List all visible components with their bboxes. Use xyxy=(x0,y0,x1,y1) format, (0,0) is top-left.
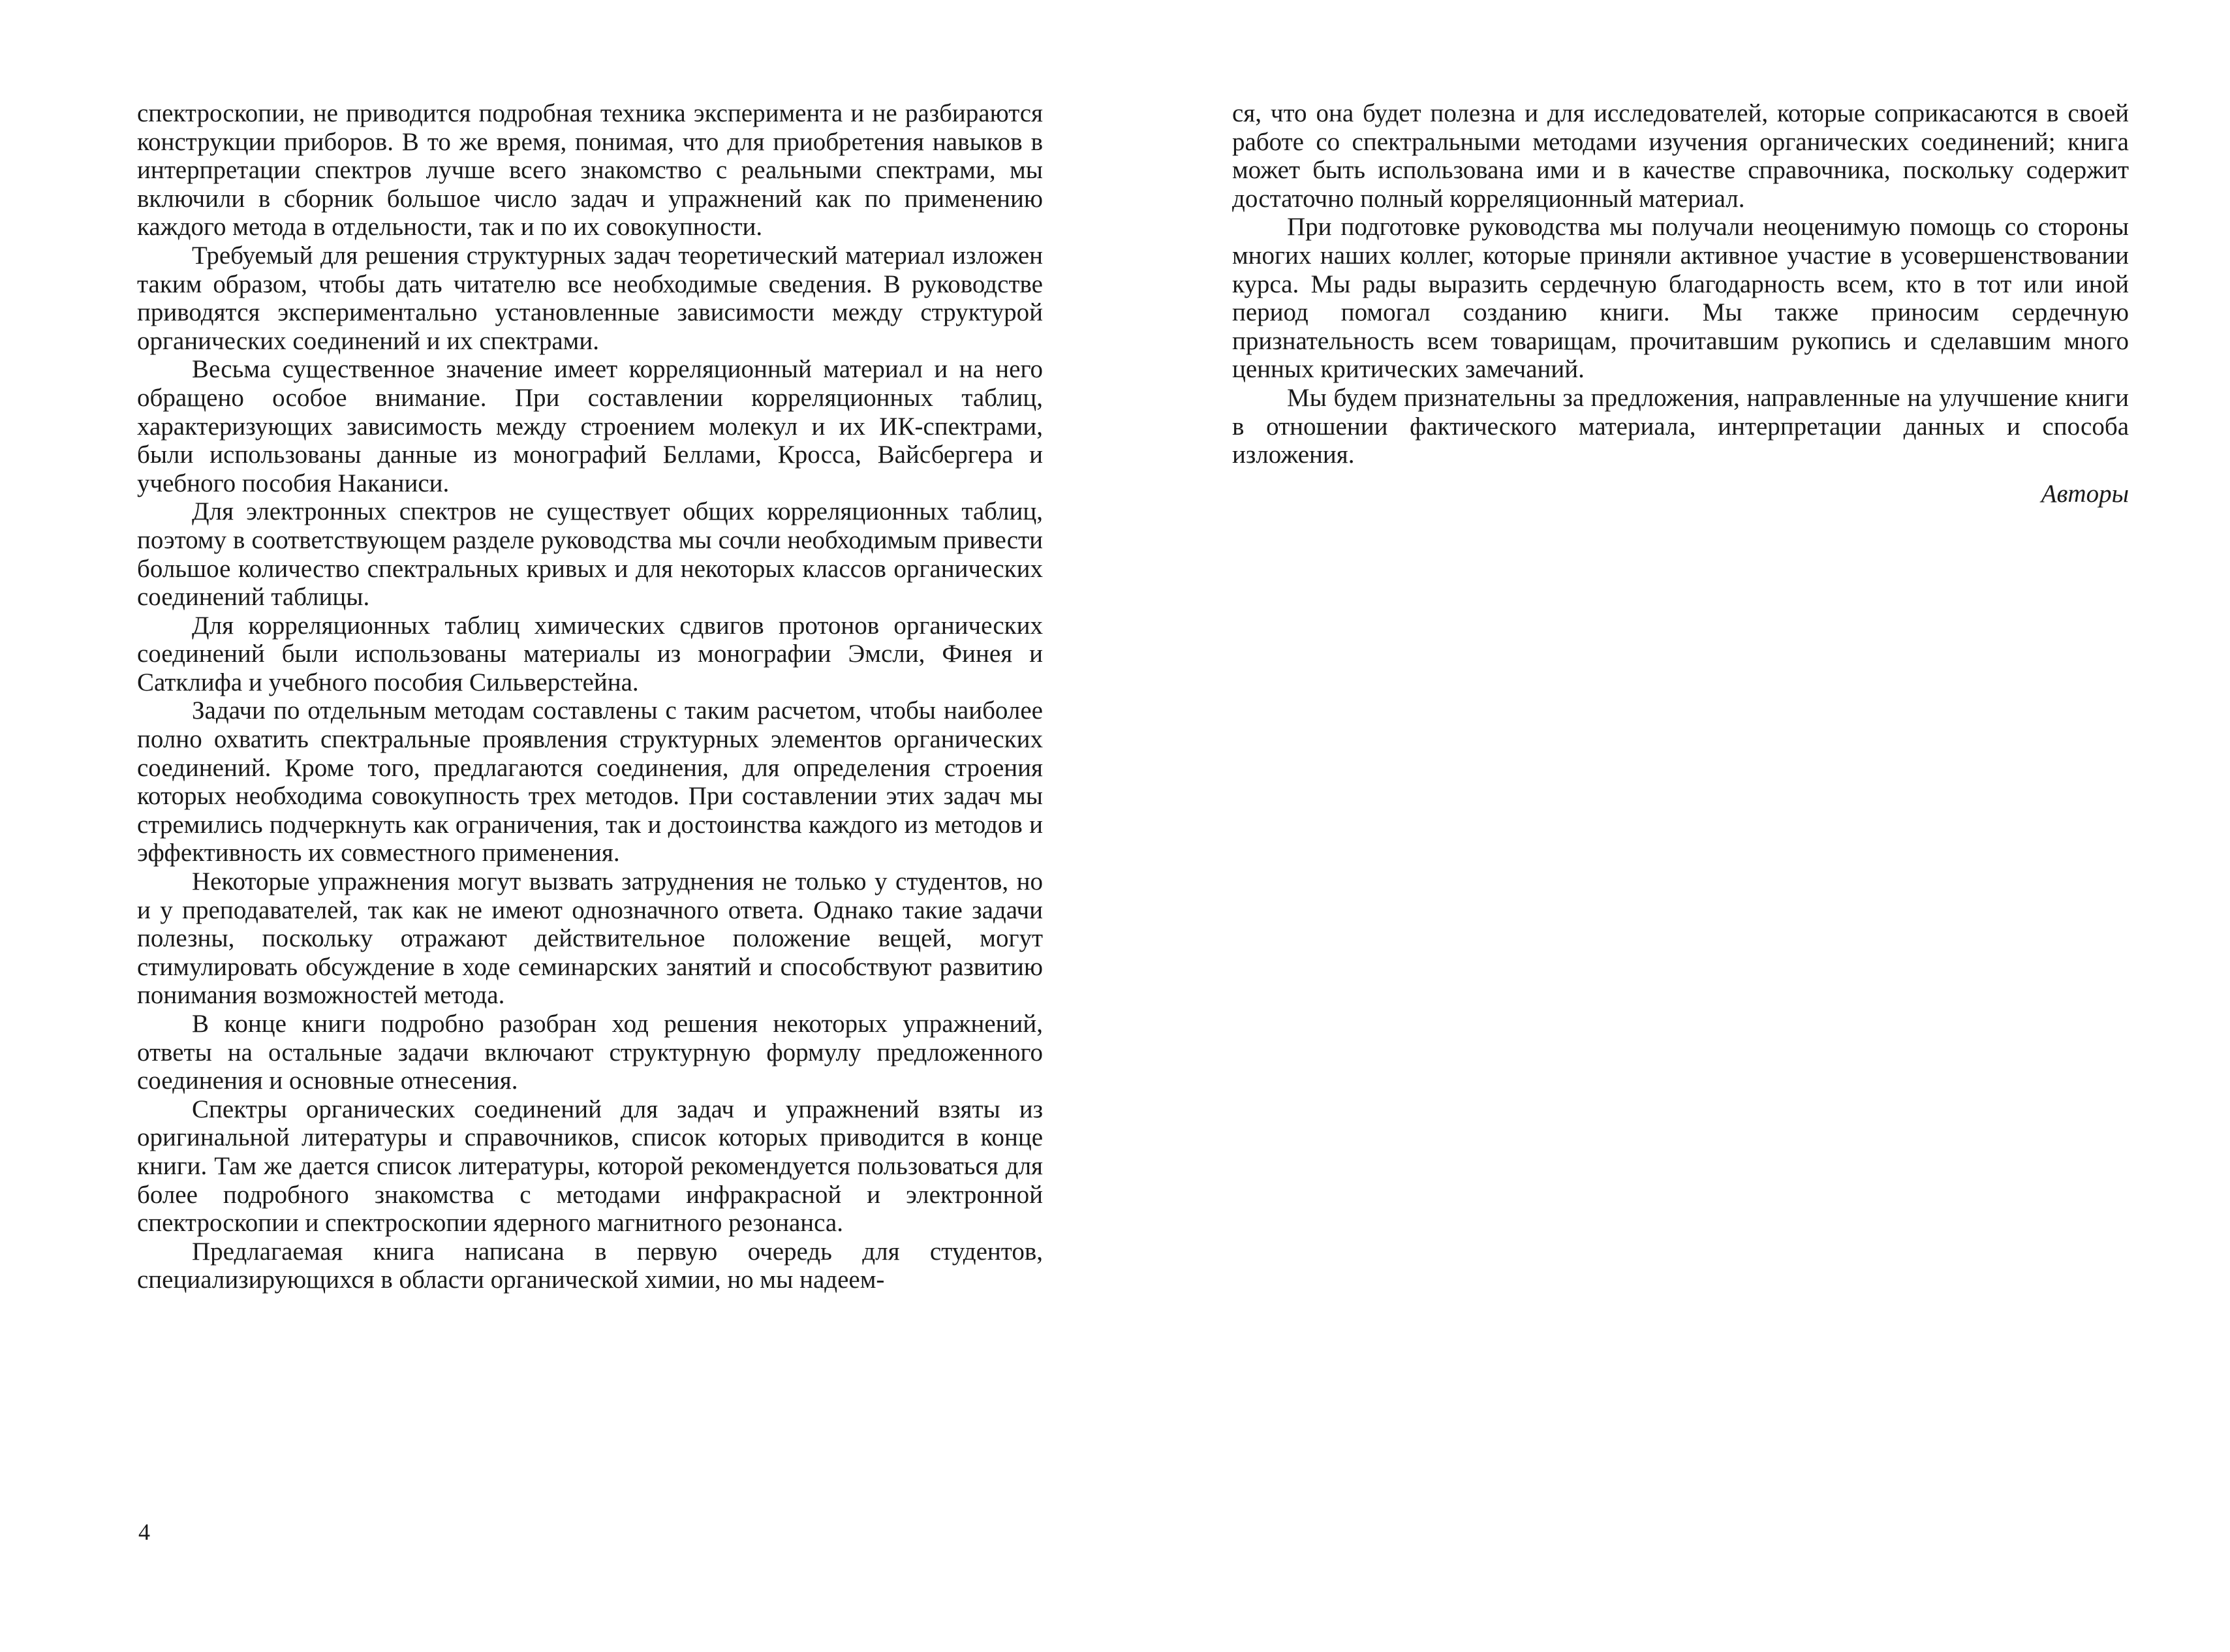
right-page xyxy=(1115,0,2230,1652)
left-page-text xyxy=(137,99,1043,1294)
paragraph: Для электронных спектров не существует общих корреляционных таблиц, поэтому в соответствующем разделе руководства мы сочли необходимым привести большое количество спектральных кривых и для некоторых классов органических соединений таблицы. xyxy=(137,497,1043,612)
authors-signature: Авторы xyxy=(2041,479,2129,508)
paragraph: Мы будем признательны за предложения, направленные на улучшение книги в отношении фактического материала, интерпретации данных и способа изложения. xyxy=(1232,383,2129,469)
paragraph: Некоторые упражнения могут вызвать затруднения не только у студентов, но и у преподавателей, так как не имеют однозначного ответа. Однако такие задачи полезны, поскольку отражают действительное положение вещей, могут стимулировать обсуждение в ходе семинарских занятий и способствуют развитию понимания возможностей метода. xyxy=(137,867,1043,1010)
right-page-text xyxy=(1232,99,2129,508)
paragraph: Предлагаемая книга написана в первую очередь для студентов, специализирующихся в области органической химии, но мы надеем- xyxy=(137,1237,1043,1294)
paragraph: ся, что она будет полезна и для исследователей, которые соприкасаются в своей работе со спектральными методами изучения органических соединений; книга может быть использована ими и в качестве справочника, поскольку содержит достаточно полный корреляционный материал. xyxy=(1232,99,2129,213)
paragraph: Спектры органических соединений для задач и упражнений взяты из оригинальной литературы и справочников, список которых приводится в конце книги. Там же дается список литературы, которой рекомендуется пользоваться для более подробного знакомства с методами инфракрасной и электронной спектроскопии и спектроскопии ядерного магнитного резонанса. xyxy=(137,1095,1043,1238)
paragraph: Весьма существенное значение имеет корреляционный материал и на него обращено особое внимание. При составлении корреляционных таблиц, характеризующих зависимость между строением молекул и их ИК-спектрами, были использованы данные из монографий Беллами, Кросса, Вайсбергера и учебного пособия Наканиси. xyxy=(137,355,1043,497)
page-number: 4 xyxy=(138,1519,150,1545)
paragraph: Требуемый для решения структурных задач теоретический материал изложен таким образом, чтобы дать читателю все необходимые сведения. В руководстве приводятся экспериментально установленные зависимости между структурой органических соединений и их спектрами. xyxy=(137,241,1043,355)
paragraph: В конце книги подробно разобран ход решения некоторых упражнений, ответы на остальные задачи включают структурную формулу предложенного соединения и основные отнесения. xyxy=(137,1010,1043,1095)
paragraph: Задачи по отдельным методам составлены с таким расчетом, чтобы наиболее полно охватить спектральные проявления структурных элементов органических соединений. Кроме того, предлагаются соединения, для определения строения которых необходима совокупность трех методов. При составлении этих задач мы стремились подчеркнуть как ограничения, так и достоинства каждого из методов и эффективность их совместного применения. xyxy=(137,696,1043,867)
paragraph: Для корреляционных таблиц химических сдвигов протонов органических соединений были использованы материалы из монографии Эмсли, Финея и Сатклифа и учебного пособия Сильверстейна. xyxy=(137,611,1043,696)
paragraph: При подготовке руководства мы получали неоценимую помощь со стороны многих наших коллег, которые приняли активное участие в усовершенствовании курса. Мы рады выразить сердечную благодарность всем, кто в тот или иной период помогал созданию книги. Мы также приносим сердечную признательность всем товарищам, прочитавшим рукопись и сделавшим много ценных критических замечаний. xyxy=(1232,213,2129,384)
paragraph: спектроскопии, не приводится подробная техника эксперимента и не разбираются конструкции приборов. В то же время, понимая, что для приобретения навыков в интерпретации спектров лучше всего знакомство с реальными спектрами, мы включили в сборник большое число задач и упражнений как по применению каждого метода в отдельности, так и по их совокупности. xyxy=(137,99,1043,242)
